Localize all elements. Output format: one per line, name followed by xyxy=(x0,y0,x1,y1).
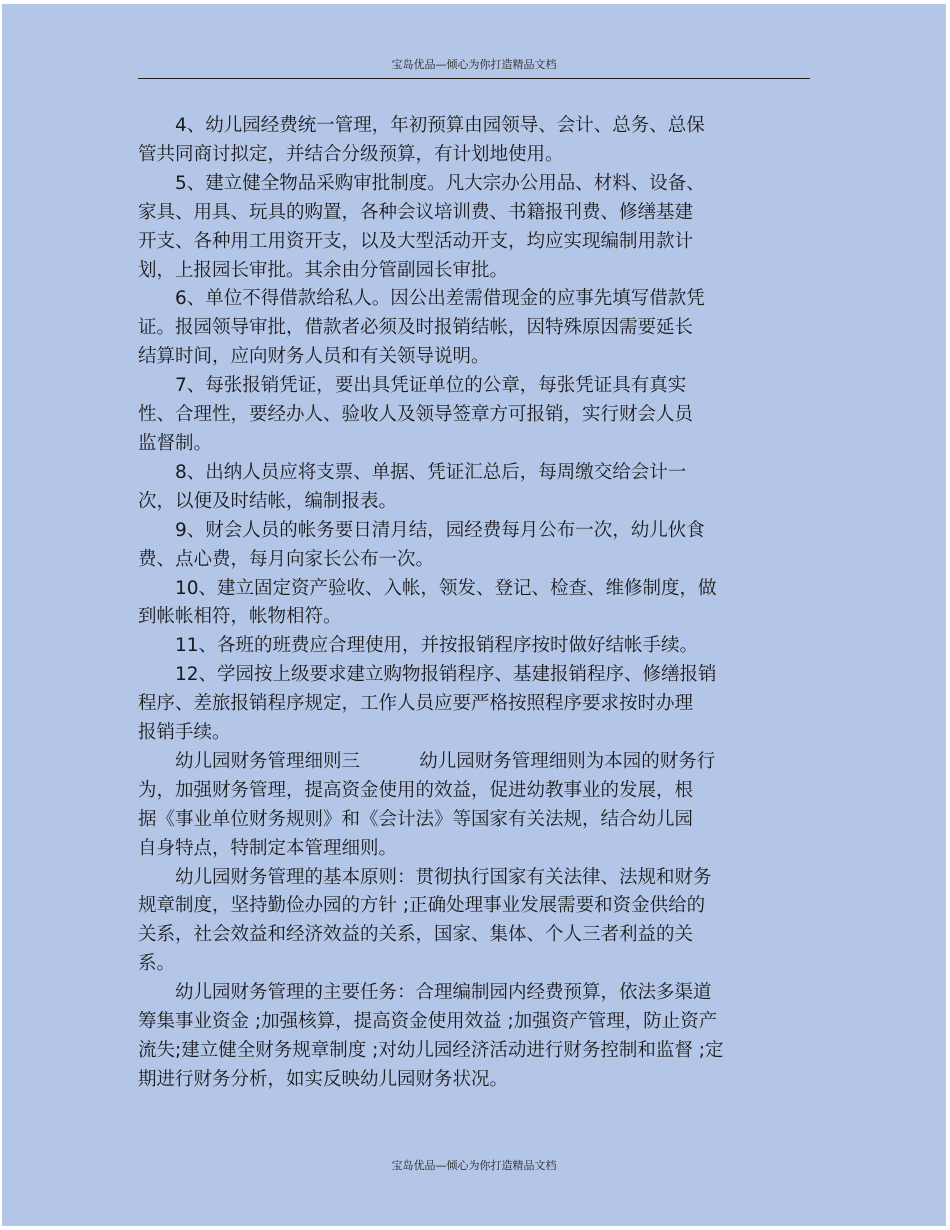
paragraph-8: 8、出纳人员应将支票、单据、凭证汇总后，每周缴交给会计一 次，以便及时结帐，编制报表。 xyxy=(138,461,687,512)
page-footer: 宝岛优品—倾心为你打造精品文档 xyxy=(391,1159,557,1172)
paragraph-12: 12、学园按上级要求建立购物报销程序、基建报销程序、修缮报销 程序、差旅报销程序规定，工作人员应要严格按照程序要求按时办理 报销手续。 xyxy=(138,664,717,744)
page-header: 宝岛优品—倾心为你打造精品文档 xyxy=(138,56,810,79)
paragraph-detailed-rules-intro: 幼儿园财务管理细则三 幼儿园财务管理细则为本园的财务行 为，加强财务管理，提高资金使用的效益，促进幼教事业的发展，根 据《事业单位财务规则》和《会计法》等国家有关法规，结合幼儿园 自身特点，特制定本管理细则。 xyxy=(138,750,716,859)
paragraph-main-tasks: 幼儿园财务管理的主要任务：合理编制园内经费预算，依法多渠道 筹集事业资金 ;加强核算，提高资金使用效益 ;加强资产管理，防止资产 流失;建立健全财务规章制度 ;对幼儿园经济活动进行财务控制和监督 ;定 期进行财务分析，如实反映幼儿园财务状况。 xyxy=(138,982,724,1090)
paragraph-6: 6、单位不得借款给私人。因公出差需借现金的应事先填写借款凭 证。报园领导审批，借款者必须及时报销结帐，因特殊原因需要延长 结算时间，应向财务人员和有关领导说明。 xyxy=(138,288,705,368)
paragraph-7: 7、每张报销凭证，要出具凭证单位的公章，每张凭证具有真实 性、合理性，要经办人、验收人及领导签章方可报销，实行财会人员 监督制。 xyxy=(138,375,694,454)
paragraph-9: 9、财会人员的帐务要日清月结，园经费每月公布一次，幼儿伙食 费、点心费，每月向家长公布一次。 xyxy=(138,519,705,570)
paragraph-5: 5、建立健全物品采购审批制度。凡大宗办公用品、材料、设备、 家具、用具、玩具的购置，各种会议培训费、书籍报刊费、修缮基建 开支、各种用工用资开支，以及大型活动开支，均应实现编制用款计 划，上报园长审批。其余由分管副园长审批。 xyxy=(138,172,705,281)
paragraph-11: 11、各班的班费应合理使用，并按报销程序按时做好结帐手续。 xyxy=(175,635,699,657)
paragraph-4: 4、幼儿园经费统一管理，年初预算由园领导、会计、总务、总保 管共同商讨拟定，并结合分级预算，有计划地使用。 xyxy=(138,115,705,165)
paragraph-basic-principles: 幼儿园财务管理的基本原则：贯彻执行国家有关法律、法规和财务 规章制度，坚持勤俭办园的方针 ;正确处理事业发展需要和资金供给的 关系，社会效益和经济效益的关系，国家、集体、个人三者利益的关 系。 xyxy=(138,866,712,975)
document-body xyxy=(138,112,810,1095)
paragraph-10: 10、建立固定资产验收、入帐，领发、登记、检查、维修制度，做 到帐帐相符，帐物相符。 xyxy=(138,577,717,628)
